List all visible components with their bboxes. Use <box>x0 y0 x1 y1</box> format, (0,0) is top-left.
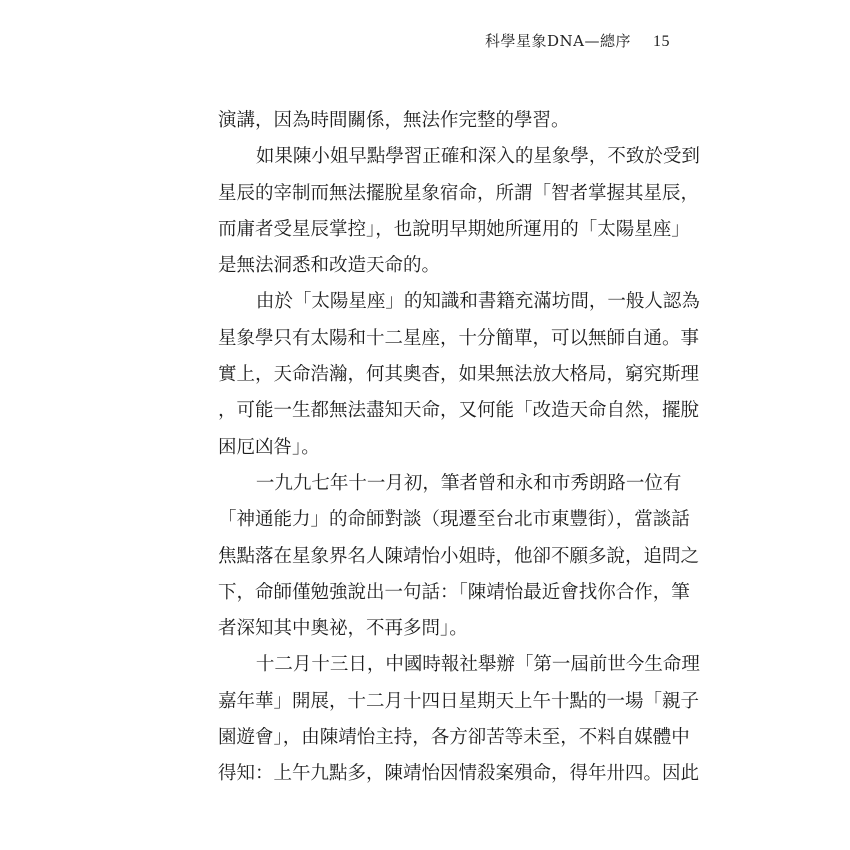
text-line: 「神通能力」的命師對談（現遷至台北市東豐街），當談話 <box>218 509 690 531</box>
text-line: ，可能一生都無法盡知天命，又何能「改造天命自然，擺脫 <box>218 400 700 422</box>
text-line: 一九九七年十一月初，筆者曾和永和市秀朗路一位有 <box>255 472 682 494</box>
text-line: 下，命師僅勉強說出一句話：「陳靖怡最近會找你合作，筆 <box>218 581 690 603</box>
text-line: 是無法洞悉和改造天命的。 <box>218 255 441 277</box>
body-text <box>218 103 700 793</box>
text-line: 如果陳小姐早點學習正確和深入的星象學，不致於受到 <box>255 146 700 168</box>
text-line: 由於「太陽星座」的知識和書籍充滿坊間，一般人認為 <box>255 291 700 313</box>
text-line: 嘉年華」開展，十二月十四日星期天上午十點的一場「親子 <box>218 690 700 712</box>
running-head <box>485 30 670 51</box>
text-line: 實上，天命浩瀚，何其奧杳，如果無法放大格局，窮究斯理 <box>218 364 700 386</box>
text-line: 演講，因為時間關係，無法作完整的學習。 <box>218 110 570 131</box>
page-number: 15 <box>653 33 670 50</box>
text-line: 星辰的宰制而無法擺脫星象宿命，所謂「智者掌握其星辰， <box>218 182 700 204</box>
text-line: 而庸者受星辰掌控」，也說明早期她所運用的「太陽星座」 <box>218 218 690 240</box>
text-line: 十二月十三日，中國時報社舉辦「第一屆前世今生命理 <box>255 654 700 676</box>
text-line: 星象學只有太陽和十二星座，十分簡單，可以無師自通。事 <box>218 327 700 349</box>
running-head-title: 科學星象DNA—總序 <box>485 32 631 50</box>
text-line: 得知：上午九點多，陳靖怡因情殺案殞命，得年卅四。因此 <box>218 763 700 785</box>
text-line: 困厄凶咎」。 <box>218 436 320 458</box>
text-line: 者深知其中奧祕，不再多問」。 <box>218 618 468 640</box>
text-line: 園遊會」，由陳靖怡主持，各方卻苦等未至，不料自媒體中 <box>218 727 690 749</box>
text-line: 焦點落在星象界名人陳靖怡小姐時，他卻不願多說，追問之 <box>218 545 700 567</box>
